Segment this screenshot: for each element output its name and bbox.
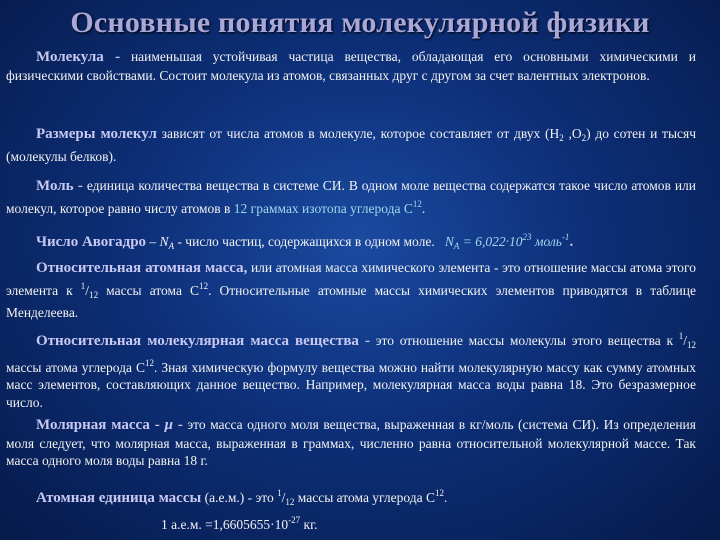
text-amu-a: (а.е.м.) - это (201, 490, 278, 505)
subscript-h2: 2 (559, 133, 564, 143)
formula-value: = 6,022·10 (459, 234, 523, 249)
paragraph-molecule (6, 48, 696, 84)
text-molecular-mass-c: . Зная химическую формулу вещества можно найти молекулярную массу как сумму атомных масс элементов, составляющих данное вещество. Например, молекулярная масса воды равна 18. Это безразмерное число. (6, 359, 696, 410)
term-amu: Атомная единица массы (36, 490, 202, 506)
superscript-c12: 12 (199, 280, 209, 291)
paragraph-molecule-size (6, 125, 696, 165)
paragraph-avogadro (6, 229, 696, 256)
text-mole-highlight: 12 граммах изотопа углерода С (233, 200, 413, 216)
symbol-na-sub: A (168, 241, 175, 251)
text-molecule-size-a: зависят от числа атомов в молекуле, которое составляет от двух (H (156, 126, 560, 141)
superscript-c12: 12 (412, 198, 422, 209)
fraction-denominator: 12 (687, 340, 696, 350)
symbol-na: N (159, 234, 169, 249)
paragraph-molar-mass (6, 416, 696, 470)
fraction-numerator: 1 (678, 331, 684, 341)
superscript-c12: 12 (435, 488, 444, 498)
text-molar-mass: это масса одного моля вещества, выраженная в кг/моль (система СИ). Из определения моля следует, что молярная масса, выраженная в граммах, численно равна относительной молекулярной массе. Так масса одного моля воды равна 18 г. (6, 417, 696, 468)
formula-exp: 23 (522, 232, 532, 242)
term-molar-mass-end: - (172, 417, 183, 433)
formula-unit: моль (531, 234, 562, 249)
term-molecular-mass: Относительная молекулярная масса вещества - (36, 333, 371, 349)
amu-value: 1 а.е.м. =1,6605655·10 (161, 516, 289, 532)
text-avogadro: - число частиц, содержащихся в одном моле. (174, 234, 435, 249)
term-atomic-mass: Относительная атомная масса, (36, 260, 248, 276)
text-mole: единица количества вещества в системе СИ. В одном моле вещества содержатся такое число атомов или молекул, которое равно числу атомов в (6, 178, 696, 216)
term-molecule: Молекула - (36, 49, 121, 65)
text-avogadro-dash: – (146, 234, 160, 249)
term-mole: Моль - (36, 178, 83, 194)
formula-na: N (444, 234, 454, 249)
fraction-denominator: 12 (285, 497, 295, 507)
text-atomic-mass-a: или атомная масса химического элемента - это отношение массы атома этого элемента к (6, 260, 696, 298)
term-avogadro: Число Авогадро (36, 234, 147, 250)
paragraph-amu: Атомная единица массы (а.е.м.) - это $^1/_{12}$ массы атома углерода $С^{12}$. 1 а.е.м. $=1,6605655\cdot 10^{-27}$ кг. (6, 485, 696, 533)
amu-unit: кг. (300, 516, 318, 532)
text-molecule: наименьшая устойчивая частица вещества, обладающая его основными химическими и физическими свойствами. Состоит молекула из атомов, связанных друг с другом за счет валентных электронов. (6, 49, 696, 83)
paragraph-molecular-mass: Относительная молекулярная масса вещества - это отношение массы молекулы этого вещества к $^1/_{12}$ массы атома углерода $С^{12}$. Зная химическую формулу вещества можно найти молекулярную массу как сумму атомных масс элементов, составляющих данное вещество. Например, молекулярная масса воды равна 18. Это безразмерное число. (6, 331, 696, 410)
term-molar-mass: Молярная масса - (36, 417, 165, 433)
text-molecule-size-b: ,O (563, 126, 582, 141)
fraction-numerator: 1 (80, 280, 86, 291)
paragraph-atomic-mass: Относительная атомная масса, или атомная масса химического элемента - это отношение массы атома этого элемента к $^1/_{12}$ массы атома $С^{12}$. Относительные атомные массы химических элементов приводятся в таблице Менделеева. (6, 260, 696, 320)
text-molecular-mass-b: массы атома углерода С (6, 359, 145, 375)
text-molecular-mass-a: это отношение массы молекулы этого вещества к (370, 333, 679, 348)
subscript-o2: 2 (581, 133, 587, 143)
text-atomic-mass-b: массы атома С (98, 282, 200, 298)
text-amu-b: массы атома углерода С (294, 490, 435, 505)
formula-na-sub: A (453, 241, 460, 251)
slide-title: Основные понятия молекулярной физики (70, 6, 650, 39)
text-mole-end: . (421, 200, 426, 216)
fraction-denominator: 12 (89, 289, 99, 300)
paragraph-mole (6, 177, 696, 217)
symbol-mu: μ (164, 417, 173, 433)
text-molecule-size-c: ) до сотен и тысяч (молекулы белков). (6, 126, 697, 164)
term-molecule-size: Размеры молекул (36, 126, 157, 142)
text-amu-c: . (444, 490, 448, 505)
superscript-c12: 12 (144, 357, 154, 368)
fraction-numerator: 1 (277, 488, 282, 498)
amu-value-line (6, 512, 696, 534)
amu-exp: -27 (288, 514, 301, 525)
text-avogadro-end: . (569, 234, 574, 250)
formula-unit-exp: -1 (561, 232, 570, 242)
text-atomic-mass-c: . Относительные атомные массы химических элементов приводятся в таблице Менделеева. (6, 282, 696, 320)
